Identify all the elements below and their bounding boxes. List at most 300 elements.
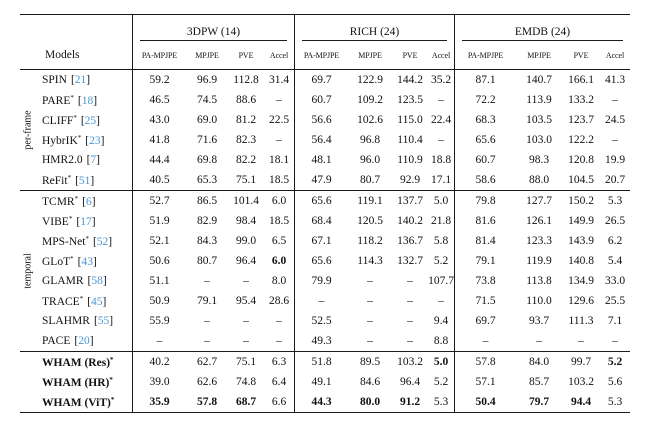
value-cell: 5.8 — [433, 235, 449, 247]
value-cell: 52.5 — [294, 311, 348, 331]
citation-bracket: ] — [91, 195, 96, 208]
value-cell: 95.4 — [235, 295, 257, 307]
citation-number: 17 — [80, 215, 92, 228]
value-cell: 35.9 — [132, 392, 186, 412]
value-cell: 50.4 — [454, 392, 516, 412]
value-cell: 118.2 — [357, 235, 383, 247]
table-row — [20, 271, 630, 291]
value-cell: 103.2 — [397, 356, 423, 368]
value-cell: 6.5 — [271, 235, 287, 247]
value-cell: 8.8 — [433, 335, 449, 347]
value-cell: 96.0 — [359, 154, 381, 166]
citation-number: 6 — [85, 195, 92, 208]
value-cell: 86.5 — [196, 195, 218, 207]
citation-bracket: [ — [77, 94, 82, 107]
value-cell: 93.7 — [528, 315, 550, 327]
model-name — [36, 376, 132, 389]
value-cell: 132.7 — [397, 255, 423, 267]
value-cell: 99.0 — [235, 235, 257, 247]
model-name — [36, 396, 132, 409]
value-cell: 56.4 — [294, 130, 348, 150]
value-cell: 59.2 — [132, 70, 186, 90]
citation-number: 20 — [78, 335, 90, 347]
value-cell: 62.6 — [196, 376, 218, 388]
value-cell: 60.7 — [294, 90, 348, 110]
model-name-text: WHAM (HR) — [42, 376, 110, 389]
value-cell: 123.7 — [568, 114, 594, 126]
value-cell: 5.3 — [433, 396, 449, 408]
value-cell: – — [438, 134, 444, 146]
value-cell: 149.9 — [568, 215, 594, 227]
model-name-text: HybrIK — [42, 134, 78, 147]
citation-number: 45 — [91, 295, 103, 308]
value-cell: 102.6 — [357, 114, 383, 126]
value-cell: 96.9 — [196, 74, 218, 86]
value-cell: 5.2 — [433, 376, 449, 388]
citation-bracket: [ — [77, 255, 82, 268]
group-header-spacer — [20, 15, 132, 41]
value-cell: 75.1 — [235, 174, 257, 186]
value-cell: 110.9 — [397, 154, 423, 166]
value-cell: – — [367, 315, 373, 327]
group-title: 3DPW (14) — [186, 25, 241, 38]
value-cell: 123.3 — [526, 235, 552, 247]
citation-link[interactable] — [93, 236, 112, 248]
value-cell: 50.6 — [132, 251, 186, 271]
table-row — [20, 372, 630, 392]
value-cell: 40.5 — [132, 170, 186, 190]
value-cell: – — [407, 315, 413, 327]
value-cell: 88.0 — [528, 174, 550, 186]
citation-bracket: [ — [92, 235, 97, 248]
table-row — [20, 251, 630, 271]
value-cell: 96.4 — [235, 255, 257, 267]
value-cell: 134.9 — [568, 275, 594, 287]
value-cell: 62.7 — [196, 356, 218, 368]
column-header-mpjpe: MPJPE — [527, 50, 551, 60]
group-header-emdb — [454, 15, 630, 41]
value-cell: 24.5 — [604, 114, 626, 126]
value-cell: 6.3 — [271, 356, 287, 368]
table-row — [20, 170, 630, 190]
model-name-text: ReFit — [42, 174, 68, 187]
table-row — [20, 110, 630, 130]
models-column-header: Models — [45, 49, 80, 61]
value-cell: 18.5 — [268, 174, 290, 186]
value-cell: – — [367, 295, 373, 307]
value-cell: 73.8 — [454, 271, 516, 291]
value-cell: 123.5 — [397, 94, 423, 106]
value-cell: 51.8 — [294, 352, 348, 372]
value-cell: 5.2 — [607, 356, 623, 368]
value-cell: 35.2 — [430, 74, 452, 86]
model-name — [36, 74, 132, 86]
value-cell: 51.9 — [132, 211, 186, 231]
model-star: * — [70, 93, 74, 102]
value-cell: 122.2 — [568, 134, 594, 146]
model-name-text: SPIN — [42, 74, 67, 86]
value-cell: 39.0 — [132, 372, 186, 392]
value-cell: 44.3 — [294, 392, 348, 412]
value-cell: 120.5 — [357, 215, 383, 227]
value-cell: 5.3 — [607, 195, 623, 207]
value-cell: 33.0 — [604, 275, 626, 287]
value-cell: 79.1 — [454, 251, 516, 271]
value-cell: – — [407, 335, 413, 347]
citation-bracket: [ — [76, 215, 81, 228]
model-star: * — [70, 254, 74, 263]
model-star: * — [68, 214, 73, 223]
table-row — [20, 291, 630, 311]
value-cell: 120.8 — [568, 154, 594, 166]
value-cell: 129.6 — [568, 295, 594, 307]
value-cell: 5.6 — [607, 376, 623, 388]
group-title: EMDB (24) — [514, 25, 571, 38]
value-cell: 17.1 — [430, 174, 452, 186]
value-cell: 103.2 — [568, 376, 594, 388]
model-name — [36, 114, 132, 127]
model-name-text: MPS-Net — [42, 235, 86, 248]
value-cell: 104.5 — [568, 174, 594, 186]
model-name — [36, 255, 132, 268]
citation-link[interactable] — [87, 154, 100, 166]
model-name-text: SLAHMR — [42, 315, 90, 327]
value-cell: 5.2 — [433, 255, 449, 267]
table-row — [20, 130, 630, 150]
value-cell: 52.1 — [132, 231, 186, 251]
value-cell: – — [132, 331, 186, 351]
value-cell: 136.7 — [397, 235, 423, 247]
column-header-pve: PVE — [402, 50, 418, 60]
value-cell: 6.0 — [271, 195, 287, 207]
group-header-3dpw — [132, 15, 294, 41]
value-cell: 96.8 — [359, 134, 381, 146]
citation-link[interactable] — [71, 74, 90, 86]
value-cell: 6.0 — [271, 255, 287, 267]
value-cell: 60.7 — [454, 150, 516, 170]
citation-bracket: [ — [85, 134, 90, 147]
table-row — [20, 150, 630, 170]
model-name — [36, 154, 132, 166]
citation-number: 18 — [81, 94, 94, 107]
value-cell: 96.4 — [399, 376, 421, 388]
value-cell: 69.7 — [294, 70, 348, 90]
value-cell: – — [367, 335, 373, 347]
value-cell: 67.1 — [294, 231, 348, 251]
model-star: * — [109, 375, 113, 384]
model-name — [36, 195, 132, 208]
model-star: * — [110, 395, 115, 404]
citation-link[interactable] — [88, 275, 107, 287]
citation-bracket: [ — [87, 275, 92, 287]
value-cell: 110.0 — [526, 295, 552, 307]
value-cell: – — [243, 315, 249, 327]
value-cell: 65.6 — [294, 251, 348, 271]
citation-link[interactable] — [78, 256, 97, 268]
value-cell: 99.7 — [570, 356, 592, 368]
value-cell: 22.5 — [268, 114, 290, 126]
value-cell: 71.6 — [196, 134, 218, 146]
citation-number: 55 — [97, 315, 110, 327]
citation-link[interactable] — [78, 95, 97, 107]
model-star: * — [67, 173, 72, 182]
value-cell: 84.3 — [196, 235, 218, 247]
model-star: * — [77, 133, 82, 142]
citation-link[interactable] — [82, 196, 95, 208]
model-name-text: CLIFF — [42, 114, 74, 127]
value-cell: 18.5 — [268, 215, 290, 227]
value-cell: 8.0 — [271, 275, 287, 287]
citation-bracket: [ — [75, 174, 79, 187]
value-cell: 6.4 — [271, 376, 287, 388]
citation-number: 7 — [90, 154, 97, 166]
value-cell: 5.4 — [607, 255, 623, 267]
citation-bracket: ] — [90, 174, 95, 187]
column-header-pa-mpjpe: PA-MPJPE — [294, 41, 348, 69]
value-cell: 65.3 — [196, 174, 218, 186]
citation-link[interactable] — [74, 335, 93, 347]
model-star: * — [79, 294, 84, 303]
table-row — [20, 211, 630, 231]
value-cell: 69.0 — [196, 114, 218, 126]
section-per-frame — [20, 70, 630, 191]
value-cell: 103.5 — [526, 114, 552, 126]
value-cell: 69.8 — [196, 154, 218, 166]
value-cell: 18.8 — [430, 154, 452, 166]
value-cell: 137.7 — [397, 195, 423, 207]
citation-number: 43 — [81, 255, 93, 268]
value-cell: 69.7 — [454, 311, 516, 331]
value-cell: 103.0 — [526, 134, 552, 146]
model-name-text: TCMR — [42, 195, 75, 208]
citation-link[interactable] — [87, 296, 106, 308]
value-cell: 79.8 — [454, 191, 516, 211]
value-cell: 82.3 — [235, 134, 257, 146]
value-cell: 119.1 — [357, 195, 383, 207]
citation-bracket: ] — [92, 255, 97, 268]
value-cell: 79.1 — [196, 295, 218, 307]
value-cell: 92.9 — [399, 174, 421, 186]
citation-bracket: ] — [89, 335, 94, 347]
value-cell: 47.9 — [294, 170, 348, 190]
value-cell: – — [276, 94, 282, 106]
model-name — [36, 215, 132, 228]
column-header-accel: Accel — [269, 50, 289, 60]
value-cell: 68.3 — [454, 110, 516, 130]
results-table — [20, 14, 630, 413]
model-name-text: GLoT — [42, 255, 71, 268]
group-header-row — [20, 15, 630, 41]
value-cell: 41.8 — [132, 130, 186, 150]
value-cell: 113.9 — [526, 94, 552, 106]
value-cell: – — [204, 275, 210, 287]
value-cell: – — [407, 275, 413, 287]
citation-bracket: [ — [70, 74, 75, 86]
value-cell: 115.0 — [397, 114, 423, 126]
value-cell: 44.4 — [132, 150, 186, 170]
value-cell: 101.4 — [233, 195, 259, 207]
group-underline — [302, 40, 447, 41]
citation-bracket: [ — [82, 195, 86, 208]
value-cell: 133.2 — [568, 94, 594, 106]
column-header-pa-mpjpe: PA-MPJPE — [132, 41, 186, 69]
model-star: * — [110, 355, 114, 364]
citation-bracket: [ — [86, 154, 91, 166]
value-cell: 28.6 — [268, 295, 290, 307]
value-cell: 75.1 — [235, 356, 257, 368]
value-cell: 68.7 — [235, 396, 257, 408]
value-cell: 140.8 — [568, 255, 594, 267]
model-name — [36, 295, 132, 308]
value-cell: 87.1 — [454, 70, 516, 90]
value-cell: 79.7 — [528, 396, 550, 408]
value-cell: – — [536, 335, 542, 347]
value-cell: 140.7 — [526, 74, 552, 86]
group-underline — [462, 40, 623, 41]
section-label: per-frame — [22, 110, 34, 150]
model-name — [36, 356, 132, 369]
column-header-accel: Accel — [605, 50, 625, 60]
citation-link[interactable] — [81, 115, 100, 127]
table-row — [20, 311, 630, 331]
value-cell: 22.4 — [430, 114, 452, 126]
value-cell: 51.1 — [132, 271, 186, 291]
model-name-text: VIBE — [42, 215, 69, 228]
model-name — [36, 134, 132, 147]
value-cell: 26.5 — [604, 215, 626, 227]
value-cell: 79.9 — [294, 271, 348, 291]
citation-bracket: ] — [93, 94, 98, 107]
value-cell: 52.7 — [132, 191, 186, 211]
model-name-text: TRACE — [42, 295, 80, 308]
citation-bracket: [ — [93, 315, 98, 327]
value-cell: – — [367, 275, 373, 287]
value-cell: 20.7 — [604, 174, 626, 186]
value-cell: 89.5 — [359, 356, 381, 368]
model-name — [36, 235, 132, 248]
value-cell: 88.6 — [235, 94, 257, 106]
value-cell: 18.1 — [268, 154, 290, 166]
value-cell: 144.2 — [397, 74, 423, 86]
table-row — [20, 352, 630, 372]
model-name-text: WHAM (Res) — [42, 356, 111, 369]
citation-link[interactable] — [76, 216, 95, 228]
section-temporal — [20, 191, 630, 352]
value-cell: 57.1 — [454, 372, 516, 392]
citation-bracket: ] — [109, 315, 114, 327]
value-cell: 143.9 — [568, 235, 594, 247]
column-header-row — [20, 41, 630, 70]
model-name — [36, 335, 132, 347]
value-cell: 6.2 — [607, 235, 623, 247]
value-cell: 114.3 — [357, 255, 383, 267]
citation-number: 58 — [91, 275, 103, 287]
value-cell: 50.9 — [132, 291, 186, 311]
model-star: * — [74, 194, 79, 203]
value-cell: 112.8 — [233, 74, 259, 86]
citation-bracket: ] — [108, 235, 113, 248]
section-label: temporal — [22, 253, 34, 289]
value-cell: 72.2 — [454, 90, 516, 110]
value-cell: 80.0 — [359, 396, 381, 408]
value-cell: – — [276, 134, 282, 146]
value-cell: 19.9 — [604, 154, 626, 166]
column-header-mpjpe: MPJPE — [358, 50, 382, 60]
model-name — [36, 174, 132, 187]
value-cell: 91.2 — [399, 396, 421, 408]
value-cell: 74.5 — [196, 94, 218, 106]
value-cell: – — [204, 335, 210, 347]
value-cell: 119.9 — [526, 255, 552, 267]
value-cell: 109.2 — [357, 94, 383, 106]
value-cell: 140.2 — [397, 215, 423, 227]
value-cell: 94.4 — [570, 396, 592, 408]
value-cell: 31.4 — [268, 74, 290, 86]
value-cell: – — [407, 295, 413, 307]
citation-bracket: [ — [87, 295, 92, 308]
value-cell: 25.5 — [604, 295, 626, 307]
citation-bracket: [ — [80, 114, 85, 127]
value-cell: – — [276, 335, 282, 347]
value-cell: 122.9 — [357, 74, 383, 86]
value-cell: 111.3 — [568, 315, 594, 327]
citation-bracket: ] — [100, 134, 105, 147]
value-cell: – — [612, 335, 618, 347]
group-header-rich — [294, 15, 454, 41]
value-cell: 98.3 — [528, 154, 550, 166]
value-cell: 21.8 — [430, 215, 452, 227]
value-cell: 65.6 — [294, 191, 348, 211]
citation-bracket: ] — [96, 154, 101, 166]
value-cell: 74.8 — [235, 376, 257, 388]
value-cell: – — [438, 295, 444, 307]
value-cell: 6.6 — [271, 396, 287, 408]
value-cell: 49.3 — [294, 331, 348, 351]
value-cell: 98.4 — [235, 215, 257, 227]
value-cell: – — [276, 315, 282, 327]
value-cell: 110.4 — [397, 134, 423, 146]
citation-bracket: [ — [74, 335, 79, 347]
value-cell: 80.7 — [359, 174, 381, 186]
table-body — [20, 70, 630, 413]
citation-link[interactable] — [94, 315, 113, 327]
value-cell: – — [612, 94, 618, 106]
citation-link[interactable] — [75, 175, 94, 187]
table-row — [20, 331, 630, 351]
value-cell: 7.1 — [607, 315, 623, 327]
group-underline — [140, 40, 287, 41]
model-name-text: PARE — [42, 94, 71, 107]
column-header-accel: Accel — [431, 50, 451, 60]
value-cell: – — [454, 331, 516, 351]
value-cell: 82.2 — [235, 154, 257, 166]
citation-bracket: ] — [96, 114, 101, 127]
value-cell: 126.1 — [526, 215, 552, 227]
value-cell: 5.3 — [607, 396, 623, 408]
section-wham — [20, 352, 630, 413]
value-cell: 41.3 — [604, 74, 626, 86]
citation-link[interactable] — [85, 135, 104, 147]
model-star: * — [85, 234, 89, 243]
column-header-pve: PVE — [238, 50, 254, 60]
value-cell: – — [578, 335, 584, 347]
value-cell: – — [243, 275, 249, 287]
value-cell: 49.1 — [294, 372, 348, 392]
table-row — [20, 191, 630, 211]
value-cell: 5.0 — [433, 195, 449, 207]
model-name — [36, 315, 132, 327]
model-star: * — [73, 113, 77, 122]
